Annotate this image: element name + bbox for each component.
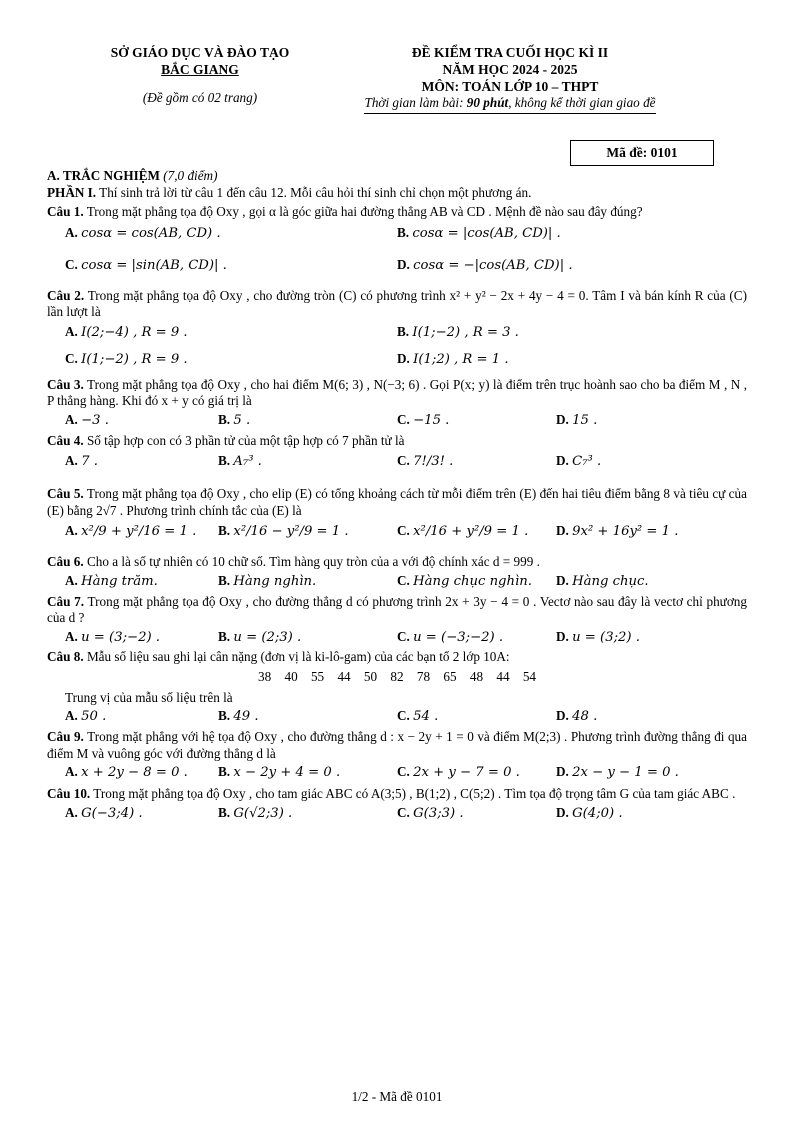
- option-key: A.: [65, 804, 82, 820]
- header-right: [330, 44, 690, 114]
- department-name: SỞ GIÁO DỤC VÀ ĐÀO TẠO: [110, 45, 290, 60]
- school-year: NĂM HỌC 2024 - 2025: [442, 62, 578, 77]
- part-text: Thí sinh trả lời từ câu 1 đến câu 12. Mỗi câu hỏi thí sinh chỉ chọn một phương án.: [96, 184, 532, 200]
- answer-option-c[interactable]: [65, 257, 227, 275]
- option-text: A₇³ .: [233, 454, 262, 469]
- subject: MÔN: TOÁN LỚP 10 – THPT: [421, 79, 599, 94]
- option-key: A.: [65, 323, 82, 339]
- option-key: C.: [65, 350, 82, 366]
- answer-option-d[interactable]: [556, 764, 679, 782]
- option-key: B.: [397, 323, 413, 339]
- answer-option-c[interactable]: [65, 351, 188, 369]
- option-key: C.: [397, 628, 414, 644]
- option-text: 48 .: [572, 709, 598, 724]
- option-key: A.: [65, 628, 82, 644]
- question-8: [47, 649, 747, 728]
- question-2: [47, 288, 747, 375]
- option-text: 9x² + 16y² = 1 .: [572, 524, 679, 539]
- part-label: PHẦN I.: [47, 184, 97, 200]
- answer-option-a[interactable]: [65, 225, 221, 243]
- question-7: [47, 594, 747, 648]
- exam-body: [47, 168, 747, 824]
- answer-option-c[interactable]: [397, 523, 528, 541]
- option-key: B.: [218, 628, 234, 644]
- option-text: Hàng trăm.: [81, 573, 158, 589]
- option-text: I(1;2) , R = 1 .: [413, 351, 509, 367]
- option-row: [47, 324, 747, 348]
- answer-option-d[interactable]: [556, 523, 678, 541]
- option-key: B.: [218, 708, 234, 723]
- question-text: Trong mặt phẳng tọa độ Oxy , cho elip (E) có tổng khoảng cách từ mỗi điểm trên (E) đến hai tiêu điểm bằng 8 và tiêu cự của (E) bằng 2√7 . Phương trình chính tắc của (E) là: [47, 486, 747, 518]
- option-text: u = (3;−2) .: [81, 629, 160, 645]
- answer-option-c[interactable]: [397, 764, 520, 782]
- answer-option-c[interactable]: [397, 453, 453, 471]
- option-text: u = (2;3) .: [233, 629, 302, 645]
- province-name: BẮC GIANG: [161, 62, 239, 77]
- question-label: Câu 4.: [47, 432, 84, 448]
- answer-option-a[interactable]: [65, 573, 158, 591]
- option-text: Hàng chục.: [572, 573, 649, 589]
- option-key: B.: [218, 523, 234, 538]
- option-key: D.: [397, 256, 414, 272]
- question-text: Mẫu số liệu sau ghi lại cân nặng (đơn vị là ki-lô-gam) của các bạn tổ 2 lớp 10A:: [83, 648, 510, 664]
- answer-option-c[interactable]: [397, 412, 449, 430]
- option-key: D.: [556, 453, 573, 468]
- option-text: 54 .: [413, 709, 439, 724]
- answer-option-a[interactable]: [65, 523, 196, 541]
- option-key: B.: [218, 804, 234, 820]
- option-text: u = (3;2) .: [572, 629, 640, 645]
- option-key: D.: [556, 708, 573, 723]
- option-text: cosα = cos(AB, CD) .: [81, 225, 221, 241]
- option-key: C.: [397, 804, 414, 820]
- question-text: Trong mặt phẳng tọa độ Oxy , cho đường thẳng d có phương trình 2x + 3y − 4 = 0 . Vectơ nào sau đây là vectơ chỉ phương của d ?: [47, 593, 747, 625]
- answer-option-b[interactable]: [397, 225, 561, 243]
- option-text: I(2;−4) , R = 9 .: [81, 324, 188, 340]
- option-text: I(1;−2) , R = 9 .: [81, 351, 188, 367]
- option-text: 2x + y − 7 = 0 .: [413, 765, 520, 780]
- option-text: 49 .: [233, 709, 259, 724]
- answer-option-d[interactable]: [556, 573, 649, 591]
- question-label: Câu 1.: [47, 204, 84, 219]
- option-text: G(√2;3) .: [233, 805, 293, 821]
- option-key: C.: [397, 523, 414, 538]
- option-key: B.: [218, 764, 234, 779]
- answer-option-d[interactable]: [397, 351, 509, 369]
- question-4: [47, 433, 747, 484]
- option-text: −15 .: [413, 412, 450, 428]
- exam-title: ĐỀ KIỂM TRA CUỐI HỌC KÌ II: [411, 45, 609, 60]
- option-key: A.: [65, 453, 82, 468]
- option-text: x²/16 − y²/9 = 1 .: [233, 524, 349, 539]
- answer-option-a[interactable]: [65, 629, 160, 647]
- option-key: C.: [397, 572, 414, 588]
- option-row: [47, 257, 747, 285]
- option-text: cosα = −|cos(AB, CD)| .: [413, 257, 573, 273]
- question-10: [47, 786, 747, 824]
- option-key: A.: [65, 523, 82, 538]
- question-1: [47, 204, 747, 285]
- answer-option-d[interactable]: [556, 805, 623, 823]
- option-row: [47, 225, 747, 253]
- question-stem: [47, 377, 747, 410]
- question-text: Trong mặt phẳng tọa độ Oxy , gọi α là góc giữa hai đường thẳng AB và CD . Mệnh đề nào sau đây đúng?: [83, 204, 643, 219]
- option-key: D.: [556, 411, 573, 427]
- option-text: 5 .: [233, 412, 251, 428]
- answer-option-c[interactable]: [397, 805, 464, 823]
- answer-option-d[interactable]: [556, 629, 640, 647]
- answer-option-b[interactable]: [218, 523, 349, 541]
- option-text: 7!/3! .: [413, 454, 454, 469]
- question-text: Trong mặt phẳng tọa độ Oxy , cho hai điểm M(6; 3) , N(−3; 6) . Gọi P(x; y) là điểm trên trục hoành sao cho ba điểm M , N , P thẳng hàng. Khi đó x + y có giá trị là: [47, 376, 748, 408]
- question-list: [47, 204, 747, 824]
- answer-option-a[interactable]: [65, 324, 188, 342]
- option-row: [47, 805, 747, 824]
- option-row: [47, 412, 747, 431]
- option-key: C.: [397, 708, 414, 723]
- page-footer: 1/2 - Mã đề 0101: [351, 1089, 443, 1104]
- option-key: D.: [556, 804, 573, 820]
- option-key: D.: [397, 350, 414, 366]
- option-text: x²/9 + y²/16 = 1 .: [81, 524, 197, 539]
- answer-option-b[interactable]: [218, 708, 259, 726]
- section-points: (7,0 điểm): [163, 168, 218, 183]
- question-stem: [47, 786, 747, 803]
- question-label: Câu 5.: [47, 486, 84, 501]
- answer-option-b[interactable]: [218, 453, 262, 471]
- question-label: Câu 6.: [47, 554, 84, 569]
- answer-option-a[interactable]: [65, 453, 98, 471]
- question-label: Câu 2.: [47, 287, 85, 303]
- question-stem: [47, 594, 747, 627]
- answer-option-a[interactable]: [65, 805, 143, 823]
- answer-option-d[interactable]: [556, 453, 601, 471]
- question-3: [47, 377, 747, 431]
- option-text: G(3;3) .: [413, 805, 464, 821]
- option-key: A.: [65, 572, 82, 588]
- option-row: [47, 764, 747, 783]
- answer-option-d[interactable]: [397, 257, 573, 275]
- option-key: A.: [65, 764, 82, 779]
- option-text: Hàng nghìn.: [233, 573, 317, 589]
- answer-option-b[interactable]: [218, 412, 250, 430]
- answer-option-c[interactable]: [397, 708, 438, 726]
- answer-option-a[interactable]: [65, 764, 188, 782]
- option-row: [47, 351, 747, 375]
- answer-option-a[interactable]: [65, 412, 109, 430]
- time-note: [364, 95, 655, 114]
- option-text: −3 .: [81, 412, 109, 428]
- option-text: 50 .: [81, 709, 107, 724]
- answer-option-b[interactable]: [218, 629, 301, 647]
- question-label: Câu 10.: [47, 786, 91, 801]
- answer-option-b[interactable]: [218, 573, 316, 591]
- question-text: Trong mặt phẳng tọa độ Oxy , cho đường tròn (C) có phương trình x² + y² − 2x + 4y − 4 = 0. Tâm I và bán kính R của (C) lần lượt là: [47, 287, 747, 319]
- question-stem: [47, 204, 747, 221]
- answer-option-a[interactable]: [65, 708, 106, 726]
- option-key: A.: [65, 411, 82, 427]
- header-left: [80, 44, 320, 107]
- time-value: 90 phút: [466, 95, 509, 110]
- option-text: cosα = |sin(AB, CD)| .: [81, 257, 227, 273]
- question-label: Câu 3.: [47, 376, 84, 392]
- data-sample: 38 40 55 44 50 82 78 65 48 44 54: [257, 669, 537, 684]
- question-label: Câu 9.: [47, 729, 84, 744]
- exam-code-box: Mã đề: 0101: [570, 140, 714, 166]
- question-9: [47, 729, 747, 783]
- option-key: D.: [556, 572, 573, 588]
- question-text: Số tập hợp con có 3 phần tử của một tập hợp có 7 phần tử là: [83, 432, 405, 448]
- option-key: D.: [556, 764, 573, 779]
- question-stem: [47, 486, 747, 519]
- option-key: B.: [218, 411, 234, 427]
- option-text: G(−3;4) .: [81, 805, 143, 821]
- answer-option-b[interactable]: [218, 805, 292, 823]
- option-key: B.: [218, 453, 234, 468]
- option-key: A.: [65, 708, 82, 723]
- option-text: 7 .: [81, 454, 98, 469]
- option-key: D.: [556, 523, 573, 538]
- section-heading: A. TRẮC NGHIỆM: [47, 168, 160, 183]
- question-5: [47, 486, 747, 553]
- option-text: Hàng chục nghìn.: [413, 573, 532, 589]
- time-suffix: , không kể thời gian giao đề: [508, 95, 656, 110]
- option-key: A.: [65, 224, 82, 240]
- option-row: [47, 629, 747, 648]
- answer-option-c[interactable]: [397, 629, 503, 647]
- option-row: [47, 573, 747, 592]
- option-key: C.: [397, 453, 414, 468]
- question-text: Cho a là số tự nhiên có 10 chữ số. Tìm hàng quy tròn của a với độ chính xác d = 999 .: [83, 554, 540, 569]
- question-label: Câu 7.: [47, 593, 85, 609]
- answer-option-d[interactable]: [556, 412, 597, 430]
- answer-option-b[interactable]: [218, 764, 340, 782]
- question-text: Trong mặt phẳng tọa độ Oxy , cho tam giác ABC có A(3;5) , B(1;2) , C(5;2) . Tìm tọa độ trọng tâm G của tam giác ABC .: [90, 786, 736, 801]
- option-row: [47, 523, 747, 553]
- option-text: 2x − y − 1 = 0 .: [572, 765, 679, 780]
- question-stem: [47, 554, 747, 571]
- answer-option-d[interactable]: [556, 708, 597, 726]
- option-key: C.: [65, 256, 82, 272]
- question-stem: [47, 433, 747, 450]
- section-title: [47, 168, 747, 185]
- question-followup: Trung vị của mẫu số liệu trên là: [65, 689, 233, 705]
- question-stem: [47, 288, 747, 321]
- option-key: B.: [218, 572, 234, 588]
- question-text: Trong mặt phẳng với hệ tọa độ Oxy , cho đường thẳng d : x − 2y + 1 = 0 và điểm M(2;3) . Phương trình đường thẳng đi qua điểm M và vuông góc với đường thẳng d là: [47, 729, 747, 761]
- question-label: Câu 8.: [47, 648, 84, 664]
- option-key: B.: [397, 224, 413, 240]
- question-6: [47, 554, 747, 592]
- part-instruction: [47, 185, 747, 202]
- option-text: x²/16 + y²/9 = 1 .: [413, 524, 529, 539]
- option-text: cosα = |cos(AB, CD)| .: [412, 225, 561, 241]
- option-text: x − 2y + 4 = 0 .: [233, 765, 341, 780]
- option-key: C.: [397, 411, 414, 427]
- option-text: I(1;−2) , R = 3 .: [412, 324, 519, 340]
- question-stem: [47, 729, 747, 762]
- option-text: 15 .: [572, 412, 598, 428]
- answer-option-b[interactable]: [397, 324, 519, 342]
- option-text: C₇³ .: [572, 454, 602, 469]
- answer-option-c[interactable]: [397, 573, 532, 591]
- time-prefix: Thời gian làm bài:: [364, 95, 467, 110]
- option-key: C.: [397, 764, 414, 779]
- option-text: x + 2y − 8 = 0 .: [81, 765, 188, 780]
- pages-note: (Đề gồm có 02 trang): [142, 90, 258, 105]
- option-text: G(4;0) .: [572, 805, 623, 821]
- option-row: [47, 708, 747, 727]
- option-key: D.: [556, 628, 573, 644]
- option-text: u = (−3;−2) .: [413, 629, 504, 645]
- question-stem: [47, 649, 747, 666]
- option-row: [47, 453, 747, 483]
